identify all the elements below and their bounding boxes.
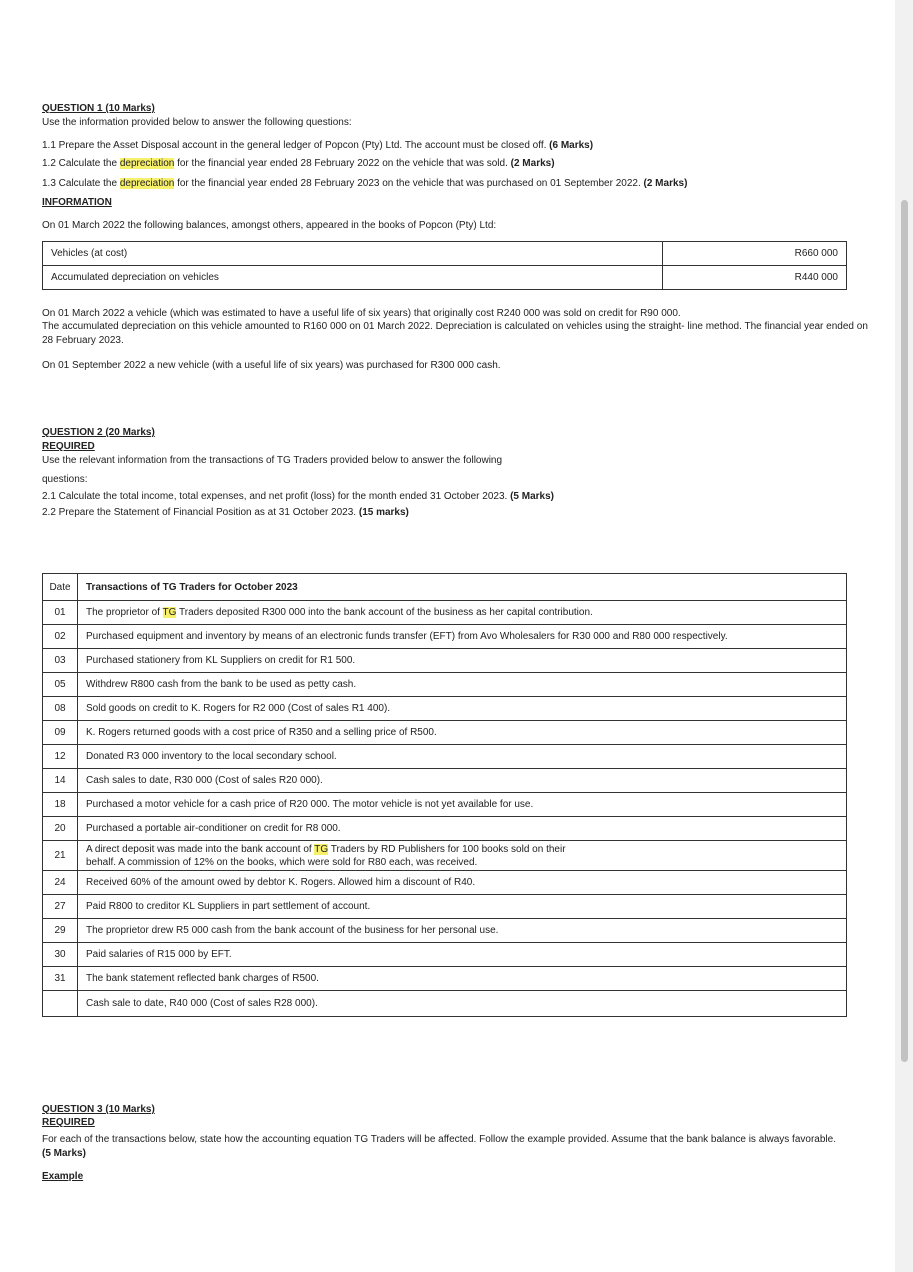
- table-row: [43, 871, 847, 895]
- row-date: 20: [43, 817, 78, 841]
- row-date: 27: [43, 895, 78, 919]
- row-date: 09: [43, 721, 78, 745]
- row-transaction: Purchased equipment and inventory by means of an electronic funds transfer (EFT) from Avo Wholesalers for R30 000 and R80 000 respectively.: [78, 625, 847, 649]
- row-transaction: Donated R3 000 inventory to the local secondary school.: [78, 745, 847, 769]
- table-row: [43, 266, 847, 290]
- row-transaction: Cash sale to date, R40 000 (Cost of sales R28 000).: [78, 991, 847, 1017]
- table-row: [43, 919, 847, 943]
- q2-intro-line2: questions:: [42, 474, 88, 485]
- table-row: [43, 841, 847, 871]
- q1-para1-line2: The accumulated depreciation on this vehicle amounted to R160 000 on 01 March 2022. Depreciation is calculated on vehicles using the straight- line method. The financial year ended on: [42, 321, 868, 332]
- q3-title: QUESTION 3 (10 Marks): [42, 1104, 155, 1115]
- row-transaction: Paid R800 to creditor KL Suppliers in part settlement of account.: [78, 895, 847, 919]
- q2-intro-line1: Use the relevant information from the transactions of TG Traders provided below to answer the following: [42, 455, 503, 466]
- highlight-tg: TG: [162, 607, 177, 618]
- scrollbar-thumb[interactable]: [901, 200, 908, 1062]
- table-row: [43, 967, 847, 991]
- table-row: [43, 943, 847, 967]
- row-date: [43, 991, 78, 1017]
- column-header-transactions: Transactions of TG Traders for October 2023: [78, 574, 847, 601]
- row-date: 12: [43, 745, 78, 769]
- row-date: 29: [43, 919, 78, 943]
- table-row: [43, 601, 847, 625]
- transactions-table: [42, 573, 847, 1017]
- q1-item-3: 1.3 Calculate the depreciation for the financial year ended 28 February 2023 on the vehicle that was purchased on 01 September 2022. (2 Marks): [42, 178, 688, 189]
- table-header-row: [43, 574, 847, 601]
- table-row: [43, 649, 847, 673]
- row-date: 02: [43, 625, 78, 649]
- balance-amount: R660 000: [663, 242, 847, 266]
- q3-text: For each of the transactions below, state how the accounting equation TG Traders will be affected. Follow the example provided. Assume that the bank balance is always favorable.: [42, 1134, 836, 1145]
- row-transaction: Purchased a motor vehicle for a cash price of R20 000. The motor vehicle is not yet available for use.: [78, 793, 847, 817]
- q1-item-2: 1.2 Calculate the depreciation for the financial year ended 28 February 2022 on the vehicle that was sold. (2 Marks): [42, 158, 555, 169]
- row-transaction: Paid salaries of R15 000 by EFT.: [78, 943, 847, 967]
- row-date: 31: [43, 967, 78, 991]
- balance-label: Vehicles (at cost): [43, 242, 663, 266]
- row-transaction: Purchased a portable air-conditioner on credit for R8 000.: [78, 817, 847, 841]
- table-row: [43, 673, 847, 697]
- row-date: 24: [43, 871, 78, 895]
- table-row: [43, 895, 847, 919]
- q1-title: QUESTION 1 (10 Marks): [42, 103, 155, 114]
- row-date: 08: [43, 697, 78, 721]
- q1-para1-line1: On 01 March 2022 a vehicle (which was estimated to have a useful life of six years) that originally cost R240 000 was sold on credit for R90 000.: [42, 308, 681, 319]
- row-date: 21: [43, 841, 78, 871]
- row-transaction: K. Rogers returned goods with a cost price of R350 and a selling price of R500.: [78, 721, 847, 745]
- q2-required: REQUIRED: [42, 441, 95, 452]
- table-row: [43, 625, 847, 649]
- q3-example-heading: Example: [42, 1171, 84, 1182]
- q2-item-1: 2.1 Calculate the total income, total expenses, and net profit (loss) for the month ended 31 October 2023. (5 Marks): [42, 491, 554, 502]
- q3-required: REQUIRED: [42, 1117, 95, 1128]
- q2-title: QUESTION 2 (20 Marks): [42, 427, 155, 438]
- q2-item-2: 2.2 Prepare the Statement of Financial Position as at 31 October 2023. (15 marks): [42, 507, 409, 518]
- info-heading: INFORMATION: [42, 197, 112, 208]
- row-date: 05: [43, 673, 78, 697]
- table-row: [43, 697, 847, 721]
- q1-item-1: 1.1 Prepare the Asset Disposal account in the general ledger of Popcon (Pty) Ltd. The account must be closed off. (6 Marks): [42, 140, 594, 151]
- row-transaction: The proprietor of TG Traders deposited R300 000 into the bank account of the business as her capital contribution.: [78, 601, 847, 625]
- balance-label: Accumulated depreciation on vehicles: [43, 266, 663, 290]
- column-header-date: Date: [43, 574, 78, 601]
- q1-intro: Use the information provided below to answer the following questions:: [42, 117, 352, 128]
- balance-amount: R440 000: [663, 266, 847, 290]
- q1-para2: On 01 September 2022 a new vehicle (with a useful life of six years) was purchased for R300 000 cash.: [42, 360, 501, 371]
- table-row: [43, 991, 847, 1017]
- table-row: [43, 769, 847, 793]
- q3-marks: (5 Marks): [42, 1148, 86, 1159]
- row-transaction: Purchased stationery from KL Suppliers on credit for R1 500.: [78, 649, 847, 673]
- row-transaction: Withdrew R800 cash from the bank to be used as petty cash.: [78, 673, 847, 697]
- row-transaction: Received 60% of the amount owed by debtor K. Rogers. Allowed him a discount of R40.: [78, 871, 847, 895]
- row-date: 01: [43, 601, 78, 625]
- info-intro: On 01 March 2022 the following balances, amongst others, appeared in the books of Popcon (Pty) Ltd:: [42, 220, 497, 231]
- row-transaction: A direct deposit was made into the bank account of TG Traders by RD Publishers for 100 books sold on their behalf. A commission of 12% on the books, which were sold for R80 each, was received.: [78, 841, 847, 871]
- row-transaction: Sold goods on credit to K. Rogers for R2 000 (Cost of sales R1 400).: [78, 697, 847, 721]
- vertical-scrollbar[interactable]: [895, 0, 913, 1272]
- row-date: 30: [43, 943, 78, 967]
- row-transaction: The bank statement reflected bank charges of R500.: [78, 967, 847, 991]
- row-transaction: Cash sales to date, R30 000 (Cost of sales R20 000).: [78, 769, 847, 793]
- row-date: 03: [43, 649, 78, 673]
- highlight-tg: TG: [314, 843, 329, 855]
- row-date: 14: [43, 769, 78, 793]
- table-row: [43, 793, 847, 817]
- table-row: [43, 242, 847, 266]
- highlight-depreciation: depreciation: [119, 178, 175, 189]
- balances-table: [42, 241, 847, 290]
- table-row: [43, 817, 847, 841]
- table-row: [43, 745, 847, 769]
- row-date: 18: [43, 793, 78, 817]
- table-row: [43, 721, 847, 745]
- highlight-depreciation: depreciation: [119, 158, 175, 169]
- q1-para1-line3: 28 February 2023.: [42, 335, 124, 346]
- row-transaction: The proprietor drew R5 000 cash from the bank account of the business for her personal use.: [78, 919, 847, 943]
